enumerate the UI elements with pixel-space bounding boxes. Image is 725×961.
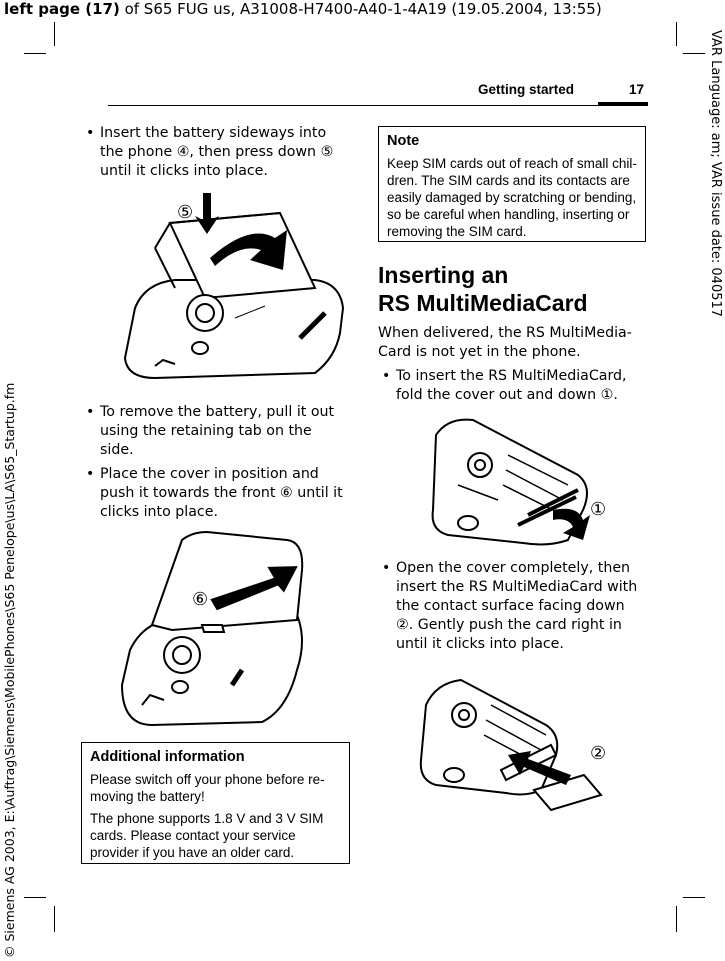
- bullet-fold-cover: • To insert the RS MultiMediaCard, fold the cover out and down ①.: [382, 368, 627, 403]
- additional-info-p2: The phone supports 1.8 V and 3 V SIM cards. Please contact your service provider if you have an older card.: [90, 811, 324, 860]
- additional-info-box: [81, 742, 350, 864]
- bullet-remove-battery: • To remove the battery, pull it out using the retaining tab on the side.: [86, 404, 335, 458]
- page-number: 17: [629, 82, 645, 97]
- callout-4: ④: [263, 240, 280, 261]
- side-text-left: © Siemens AG 2003, E:\Auftrag\Siemens\MobilePhones\S65 Penelope\us\LA\S65_Startup.fm: [2, 382, 17, 958]
- header-rule: [108, 105, 648, 106]
- section-title: Getting started: [478, 82, 575, 97]
- additional-info-title: Additional information: [90, 749, 245, 765]
- print-tag-rest: of S65 FUG us, A31008-H7400-A40-1-4A19 (19.05.2004, 13:55): [119, 0, 602, 18]
- note-text: Keep SIM cards out of reach of small chil-dren. The SIM cards and its contacts are easily damaged by scratching or bending, so be careful when handling, inserting or removing the SIM card.: [387, 156, 637, 239]
- header-rule-accent: [598, 102, 648, 106]
- print-tag-bold: left page (17): [4, 0, 120, 18]
- heading-line2: RS MultiMediaCard: [378, 290, 588, 316]
- fold-cover-figure: [428, 415, 613, 547]
- callout-1: ①: [590, 499, 607, 520]
- note-box: [378, 126, 646, 242]
- insert-card-figure: [416, 675, 616, 815]
- note-title: Note: [387, 133, 420, 149]
- callout-5: ⑤: [177, 202, 194, 223]
- bullet-place-cover: • Place the cover in position and push it towards the front ⑥ until it clicks into place.: [86, 466, 343, 520]
- bullet-insert-battery: • Insert the battery sideways into the phone ④, then press down ⑤ until it clicks into place.: [86, 125, 334, 179]
- callout-2: ②: [590, 743, 607, 764]
- cover-figure: [112, 530, 312, 728]
- print-tag: [4, 0, 602, 18]
- intro-paragraph: When delivered, the RS MultiMedia-Card is not yet in the phone.: [378, 325, 632, 360]
- additional-info-p1: Please switch off your phone before re-moving the battery!: [90, 772, 325, 804]
- heading-line1: Inserting an: [378, 262, 509, 288]
- battery-insert-figure: [115, 188, 355, 380]
- side-text-right: VAR Language: am; VAR issue date: 040517: [708, 30, 723, 318]
- callout-6: ⑥: [192, 589, 209, 610]
- bullet-insert-card: • Open the cover completely, then insert the RS MultiMediaCard with the contact surface facing down ②. Gently push the card right in until it clicks into place.: [382, 560, 638, 652]
